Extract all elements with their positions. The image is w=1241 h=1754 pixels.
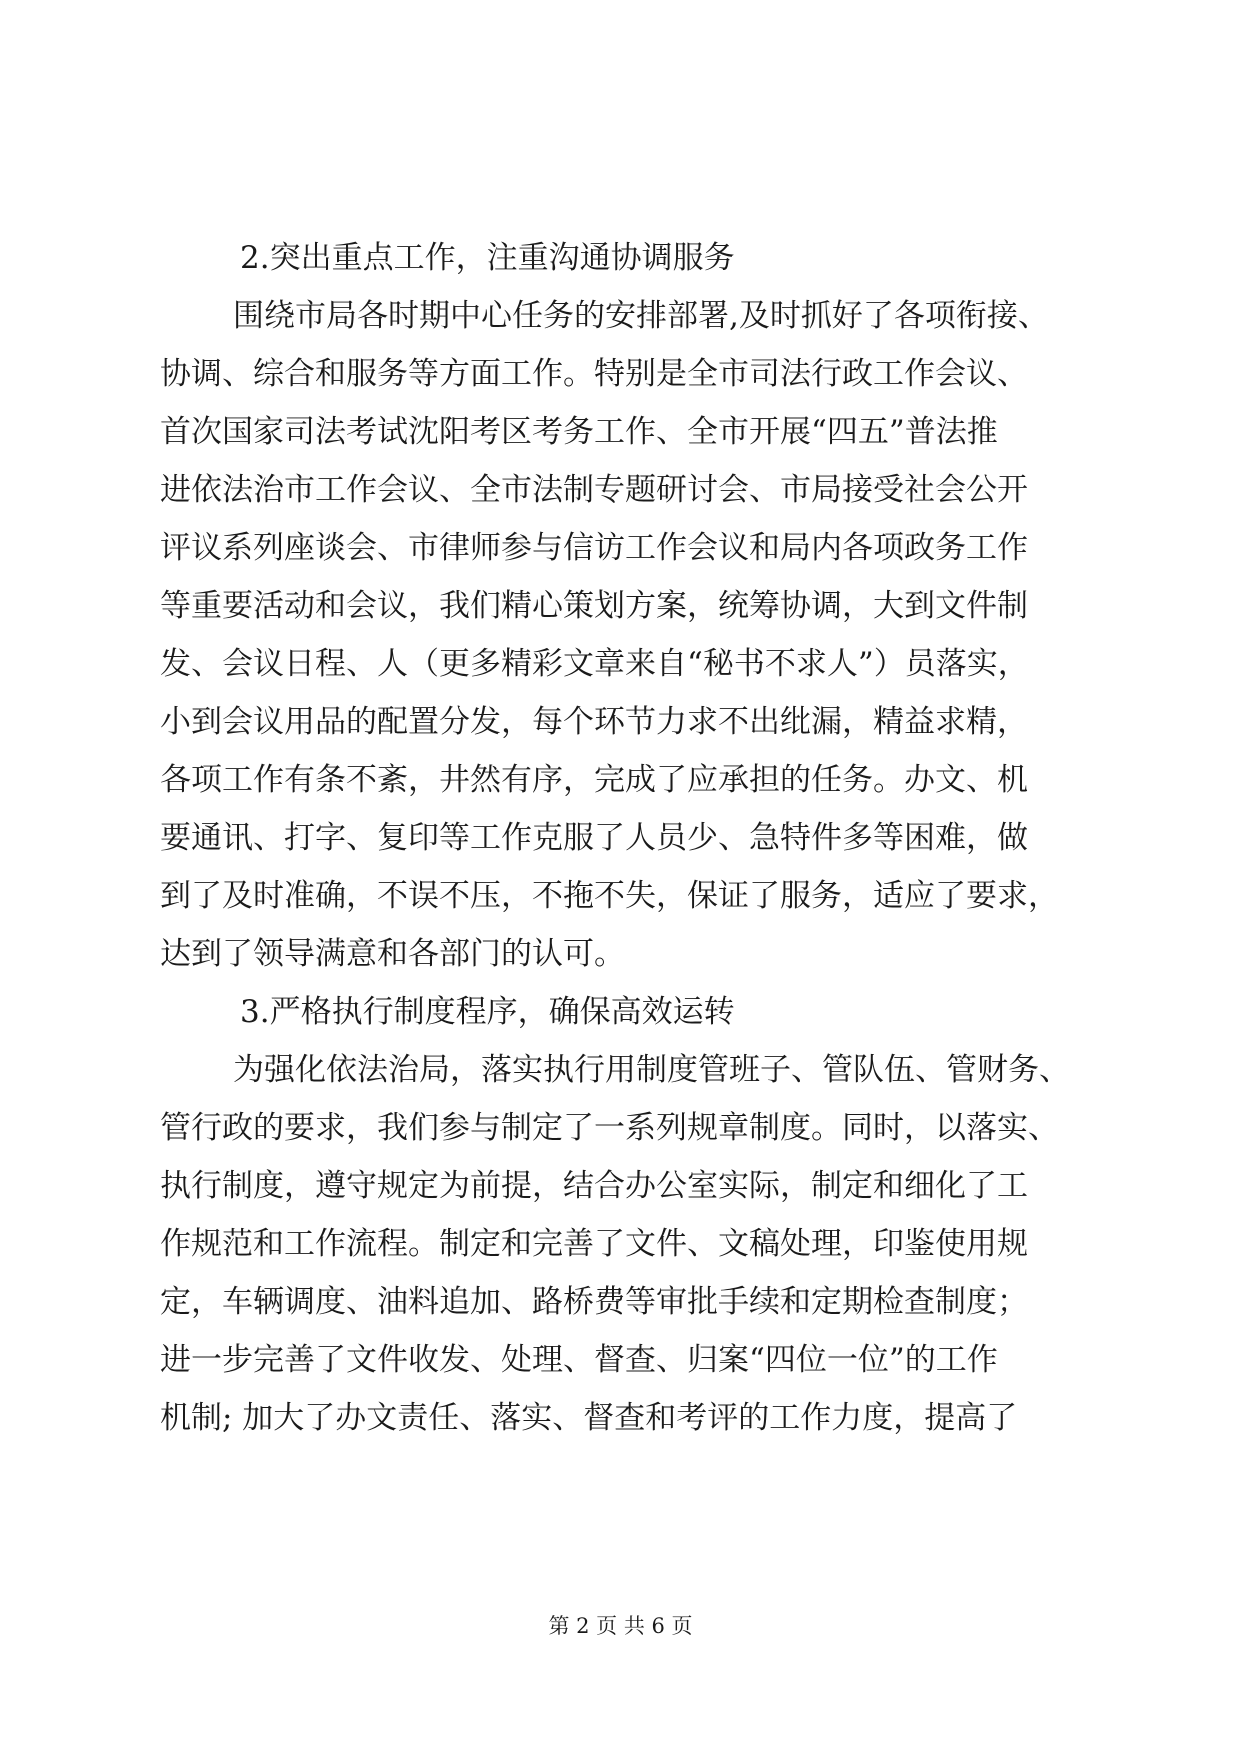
paragraph-line: 管行政的要求，我们参与制定了一系列规章制度。同时，以落实、 — [160, 1110, 1059, 1146]
paragraph-line: 首次国家司法考试沈阳考区考务工作、全市开展“四五”普法推 — [160, 414, 998, 450]
paragraph-line: 进依法治市工作会议、全市法制专题研讨会、市局接受社会公开 — [160, 472, 1028, 508]
section-heading: 3.严格执行制度程序，确保高效运转 — [240, 994, 735, 1030]
paragraph-line: 发、会议日程、人（更多精彩文章来自“秘书不求人”）员落实， — [160, 646, 1029, 682]
paragraph-line: 定，车辆调度、油料追加、路桥费等审批手续和定期检查制度； — [160, 1284, 1028, 1320]
paragraph-line: 作规范和工作流程。制定和完善了文件、文稿处理，印鉴使用规 — [160, 1226, 1028, 1262]
paragraph-line: 协调、综合和服务等方面工作。特别是全市司法行政工作会议、 — [160, 356, 1028, 392]
section-heading: 2.突出重点工作，注重沟通协调服务 — [240, 240, 735, 276]
paragraph-line: 执行制度，遵守规定为前提，结合办公室实际，制定和细化了工 — [160, 1168, 1028, 1204]
paragraph-line: 各项工作有条不紊，井然有序，完成了应承担的任务。办文、机 — [160, 762, 1028, 798]
paragraph-line: 小到会议用品的配置分发，每个环节力求不出纰漏，精益求精， — [160, 704, 1028, 740]
paragraph-line: 评议系列座谈会、市律师参与信访工作会议和局内各项政务工作 — [160, 530, 1028, 566]
paragraph-line: 机制; 加大了办文责任、落实、督查和考评的工作力度，提高了 — [160, 1400, 1018, 1436]
paragraph-line: 要通讯、打字、复印等工作克服了人员少、急特件多等困难，做 — [160, 820, 1028, 856]
paragraph-line: 为强化依法治局，落实执行用制度管班子、管队伍、管财务、 — [233, 1052, 1070, 1088]
paragraph-line: 到了及时准确，不误不压，不拖不失，保证了服务，适应了要求， — [160, 878, 1059, 914]
paragraph-line: 达到了领导满意和各部门的认可。 — [160, 936, 625, 972]
paragraph-line: 进一步完善了文件收发、处理、督查、归案“四位一位”的工作 — [160, 1342, 998, 1378]
page-number-footer: 第 2 页 共 6 页 — [548, 1614, 693, 1638]
paragraph-line: 围绕市局各时期中心任务的安排部署,及时抓好了各项衔接、 — [233, 298, 1049, 334]
paragraph-line: 等重要活动和会议，我们精心策划方案，统筹协调，大到文件制 — [160, 588, 1028, 624]
